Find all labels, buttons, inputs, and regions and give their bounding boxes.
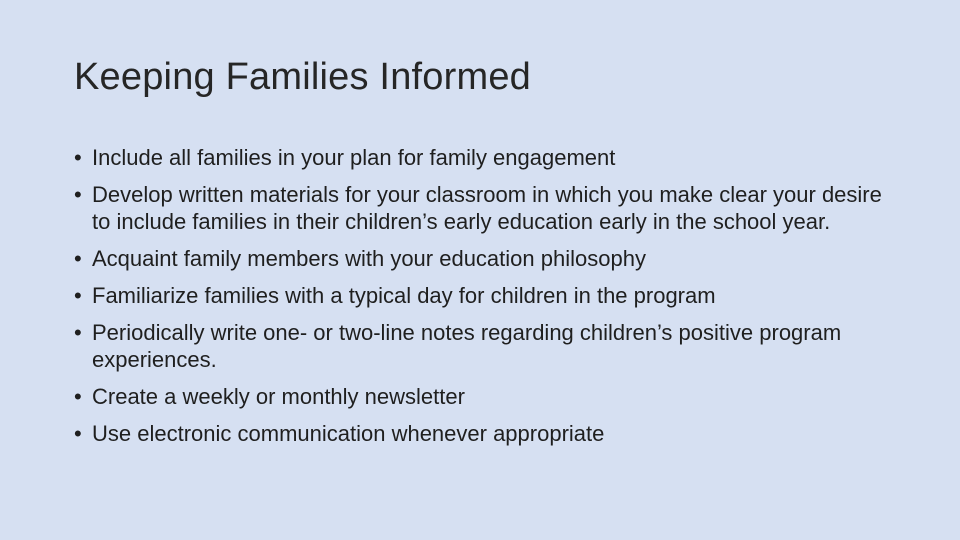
bullet-text: Include all families in your plan for family engagement — [92, 145, 616, 170]
bullet-item — [74, 420, 904, 447]
bullet-item — [74, 245, 904, 272]
bullet-item — [74, 282, 904, 309]
slide-title: Keeping Families Informed — [74, 56, 531, 98]
bullet-text: Create a weekly or monthly newsletter — [92, 384, 465, 409]
bullet-list — [74, 144, 904, 457]
bullet-dot-icon: • — [74, 384, 82, 409]
bullet-item — [74, 144, 904, 171]
bullet-text: Use electronic communication whenever appropriate — [92, 421, 605, 446]
bullet-dot-icon: • — [74, 182, 82, 207]
bullet-item — [74, 383, 904, 410]
bullet-dot-icon: • — [74, 421, 82, 446]
bullet-text: Periodically write one- or two-line notes regarding children’s positive program experiences. — [92, 320, 842, 372]
bullet-text: Familiarize families with a typical day for children in the program — [92, 283, 716, 308]
bullet-text: Acquaint family members with your education philosophy — [92, 246, 646, 271]
bullet-dot-icon: • — [74, 283, 82, 308]
bullet-item — [74, 319, 904, 373]
bullet-dot-icon: • — [74, 246, 82, 271]
bullet-text: Develop written materials for your classroom in which you make clear your desire to include families in their children’s early education early in the school year. — [92, 182, 882, 234]
bullet-item — [74, 181, 904, 235]
bullet-dot-icon: • — [74, 320, 82, 345]
bullet-dot-icon: • — [74, 145, 82, 170]
